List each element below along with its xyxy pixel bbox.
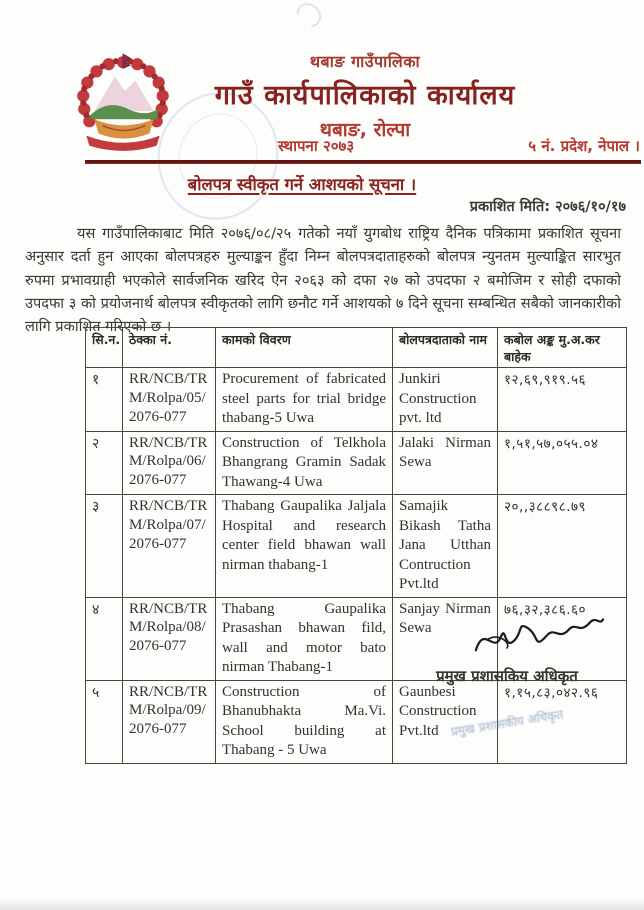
cell-bidder: Jalaki Nirman Sewa (393, 431, 498, 495)
cell-amount: १,५१,५७,०५५.०४ (498, 431, 627, 495)
table-row (86, 368, 627, 432)
cell-contract: RR/NCB/TRM/Rolpa/09/2076-077 (123, 680, 216, 763)
cell-amount: ७६,३२,३८६.६० (498, 597, 627, 680)
cell-sn: ४ (86, 597, 123, 680)
scan-artifact (292, 0, 326, 32)
municipality-name: थबाङ गाउँपालिका (309, 52, 421, 71)
cell-sn: २ (86, 431, 123, 495)
table-row (86, 495, 627, 598)
signatory-title: प्रमुख प्रशासकिय अधिकृत (436, 667, 578, 685)
cell-work: Procurement of fabricated steel parts for trial bridge thabang-5 Uwa (216, 368, 393, 432)
scan-bottom-shadow (0, 898, 644, 910)
office-location: थबाङ, रोल्पा (319, 119, 411, 141)
cell-work: Construction of Telkhola Bhangrang Gramin Sadak Thawang-4 Uwa (216, 431, 393, 495)
letterhead (150, 50, 580, 142)
cell-amount: १२,६९,९१९.५६ (498, 368, 627, 432)
cell-bidder: Sanjay Nirman Sewa (393, 597, 498, 680)
cell-contract: RR/NCB/TRM/Rolpa/07/2076-077 (123, 495, 216, 598)
notice-title: बोलपत्र स्वीकृत गर्ने आशयको सूचना । (187, 175, 417, 194)
cell-contract: RR/NCB/TRM/Rolpa/08/2076-077 (123, 597, 216, 680)
ghost-stamp-text: प्रमुख प्रशासकीय अधिकृत (449, 707, 565, 739)
signature-block (392, 612, 622, 739)
col-header-contract: ठेक्का नं. (123, 328, 216, 368)
col-header-amount: कबोल अङ्क मु.अ.कर बाहेक (498, 328, 627, 368)
cell-amount: २०,,३८८९८.७९ (498, 495, 627, 598)
established-province-row (278, 136, 640, 156)
col-header-sn: सि.न. (86, 328, 123, 368)
province-label: ५ नं. प्रदेश, नेपाल । (528, 137, 640, 155)
col-header-bidder: बोलपत्रदाताको नाम (393, 328, 498, 368)
table-header-row (86, 328, 627, 368)
cell-bidder: Junkiri Construction pvt. ltd (393, 368, 498, 432)
col-header-work: कामको विवरण (216, 328, 393, 368)
cell-bidder: Gaunbesi Construction Pvt.ltd (393, 680, 498, 763)
cell-work: Thabang Gaupalika Jaljala Hospital and research center field bhawan wall nirman thabang-1 (216, 495, 393, 598)
header-divider (85, 160, 641, 164)
table-row (86, 431, 627, 495)
cell-sn: ३ (86, 495, 123, 598)
office-title: गाउँ कार्यपालिकाको कार्यालय (214, 80, 516, 111)
cell-work: Thabang Gaupalika Prasashan bhawan fild, wall and motor bato nirman Thabang-1 (216, 597, 393, 680)
cell-work: Construction of Bhanubhakta Ma.Vi. School building at Thabang - 5 Uwa (216, 680, 393, 763)
established-year: स्थापना २०७३ (278, 137, 355, 155)
cell-sn: १ (86, 368, 123, 432)
notice-body: यस गाउँपालिकाबाट मिति २०७६/०८/२५ गतेको नयाँ युगबोध राष्ट्रिय दैनिक पत्रिकामा प्रकाशित सूचना अनुसार दर्ता हुन आएका बोलपत्रहरु मुल्याङ्कन हुँदा निम्न बोलपत्रदाताहरुको बोलपत्र न्युनतम मुल्याङ्कित सारभुत रुपमा प्रभावग्राही भएकोले सार्वजनिक खरिद ऐन २०६३ को दफा २७ को उपदफा २ बमोजिम र सोही दफाको उपदफा ३ को प्रयोजनार्थ बोलपत्र स्वीकृतको लागि छनौट गर्ने आशयको ७ दिने सूचना सम्बन्धित सबैको जानकारीको लागि प्रकाशित गरिएको छ । (25, 225, 621, 336)
handwritten-signature-icon (467, 612, 607, 660)
cell-amount: १,१५,८३,०४२.९६ (498, 680, 627, 763)
cell-sn: ५ (86, 680, 123, 763)
cell-bidder: Samajik Bikash Tatha Jana Utthan Contruction Pvt.ltd (393, 495, 498, 598)
cell-contract: RR/NCB/TRM/Rolpa/05/2076-077 (123, 368, 216, 432)
cell-contract: RR/NCB/TRM/Rolpa/06/2076-077 (123, 431, 216, 495)
published-date: प्रकाशित मिति: २०७६/१०/१७ (469, 199, 626, 215)
